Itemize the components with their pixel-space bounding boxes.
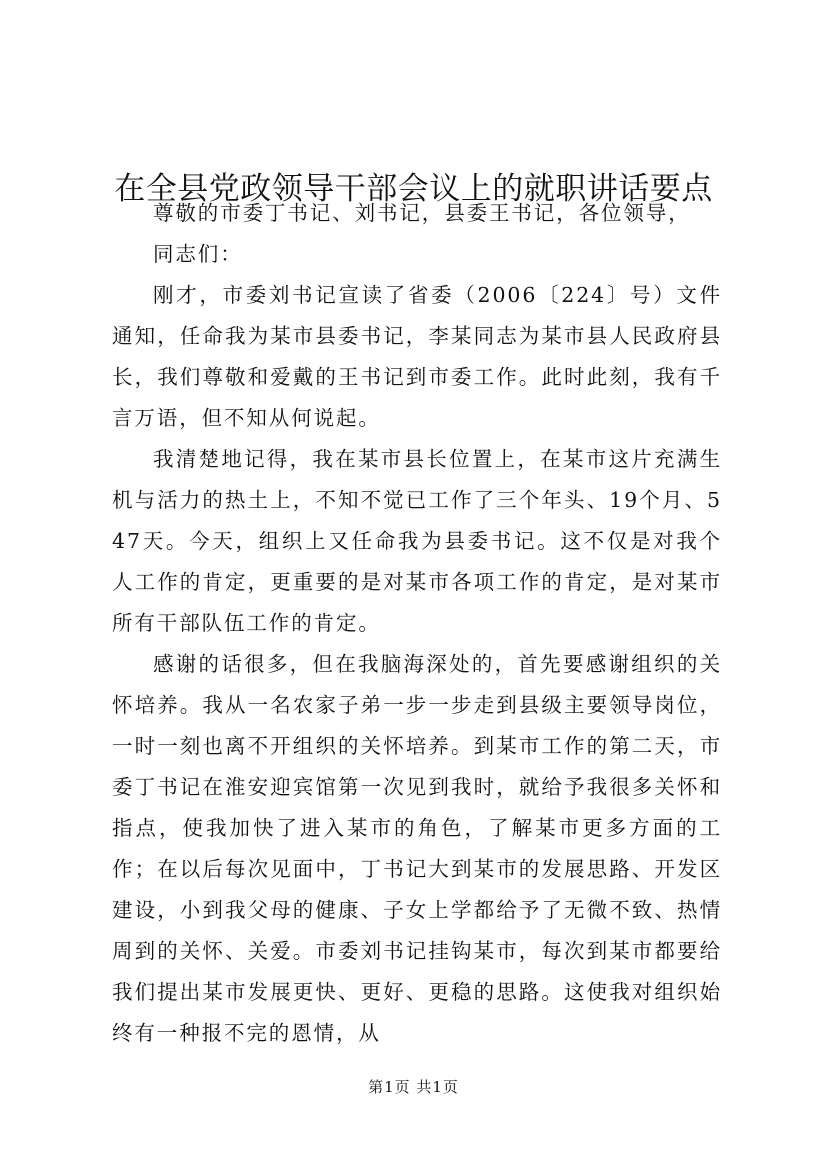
salutation-line: 尊敬的市委丁书记、刘书记，县委王书记，各位领导， [153,201,691,225]
body-paragraph: 感谢的话很多，但在我脑海深处的，首先要感谢组织的关怀培养。我从一名农家子弟一步一步走到县级主要领导岗位，一时一刻也离不开组织的关怀培养。到某市工作的第二天，市委丁书记在淮安迎宾馆第一次见到我时，就给予我很多关怀和指点，使我加快了进入某市的角色，了解某市更多方面的工作；在以后每次见面中，丁书记大到某市的发展思路、开发区建设，小到我父母的健康、子女上学都给予了无微不致、热情周到的关怀、关爱。市委刘书记挂钩某市，每次到某市都要给我们提出某市发展更快、更好、更稳的思路。这使我对组织始终有一种报不完的恩情，从 [112,652,722,1045]
body-paragraph: 刚才，市委刘书记宣读了省委（2006〔224〕号）文件通知，任命我为某市县委书记，李某同志为某市县人民政府县长，我们尊敬和爱戴的王书记到市委工作。此时此刻，我有千言万语，但不知从何说起。 [112,283,722,430]
body-paragraph: 我清楚地记得，我在某市县长位置上，在某市这片充满生机与活力的热土上，不知不觉已工作了三个年头、19个月、547天。今天，组织上又任命我为县委书记。这不仅是对我个人工作的肯定，更重要的是对某市各项工作的肯定，是对某市所有干部队伍工作的肯定。 [112,447,722,635]
document-title: 在全县党政领导干部会议上的就职讲话要点 [114,170,713,207]
document-body [112,193,722,1054]
page-number-footer: 第1页 共1页 [368,1078,459,1096]
salutation-line: 同志们： [153,242,243,266]
